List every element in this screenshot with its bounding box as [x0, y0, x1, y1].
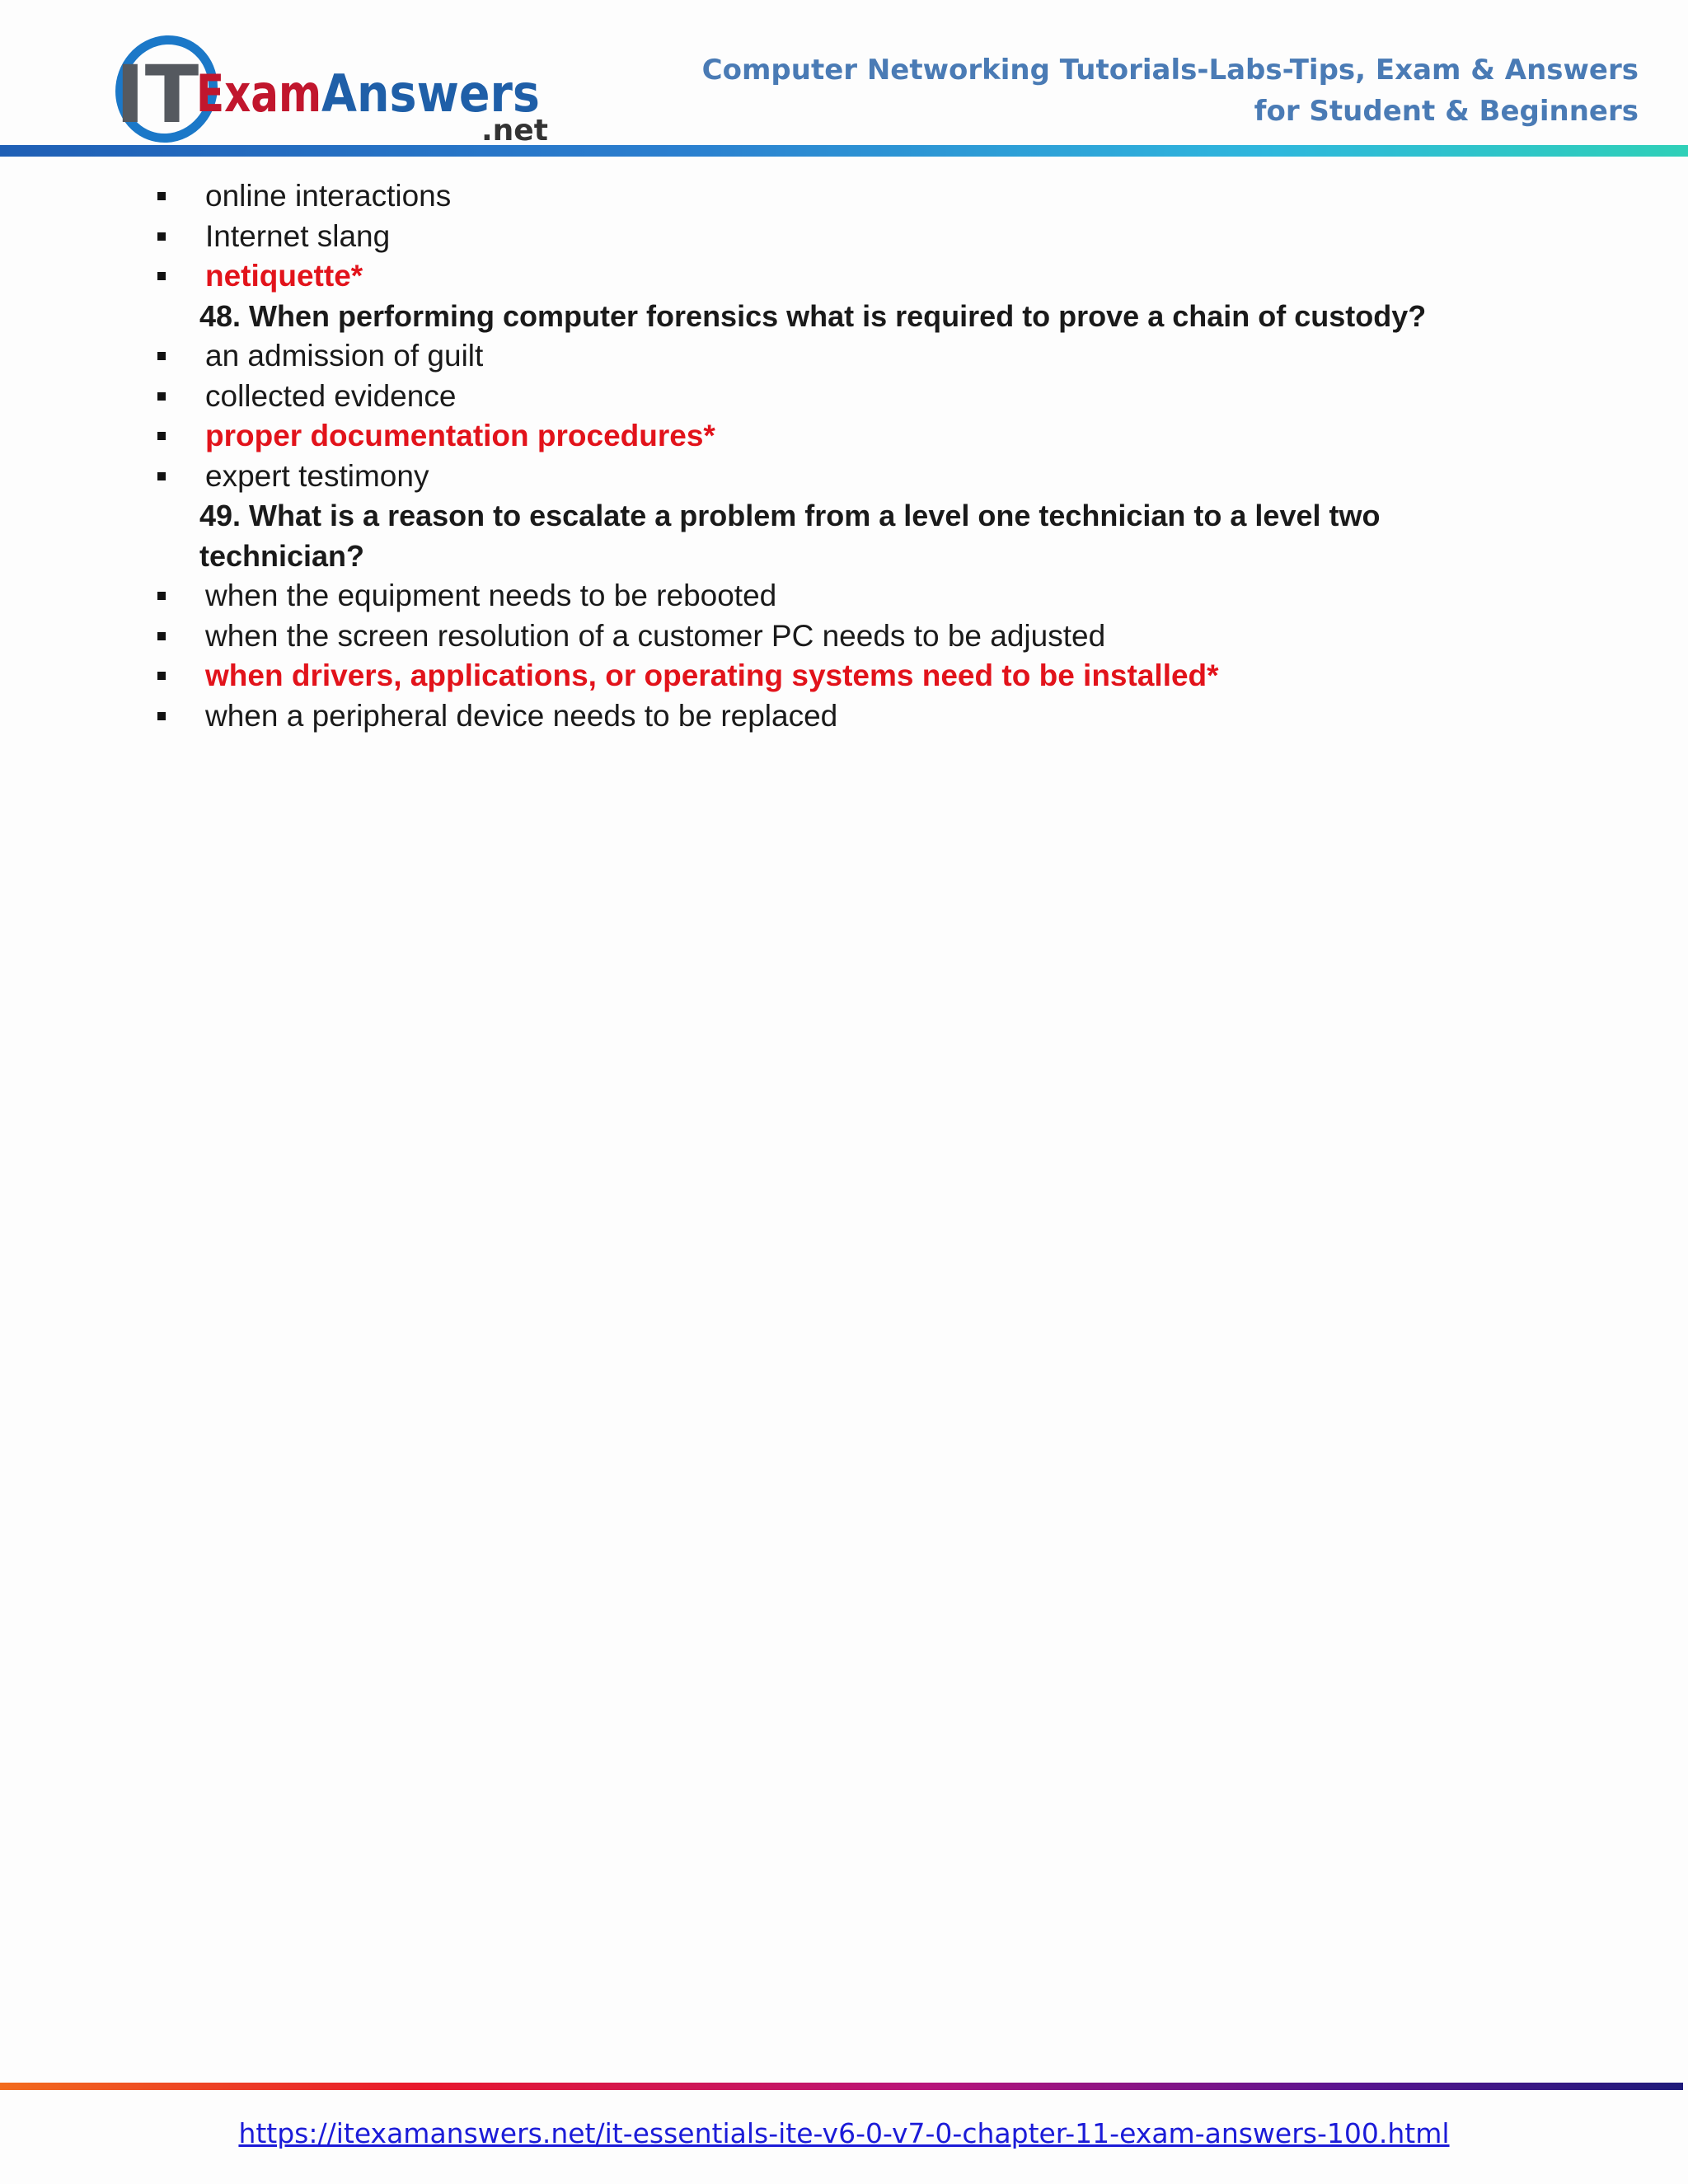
bullet-icon: [157, 272, 166, 280]
bullet-icon: [157, 672, 166, 680]
bullet-icon: [157, 192, 166, 200]
logo-domain-text: .net: [481, 114, 548, 144]
list-item: [0, 377, 1688, 417]
option-text: when the equipment needs to be rebooted: [205, 579, 777, 612]
question-49: 49. What is a reason to escalate a problem from a level one technician to a level two technician?: [199, 499, 1381, 573]
list-item: [0, 176, 1688, 217]
bullet-icon: [157, 592, 166, 600]
tagline-line-2: for Student & Beginners: [1254, 95, 1639, 128]
list-item: [0, 336, 1688, 377]
source-url-link[interactable]: https://itexamanswers.net/it-essentials-ite-v6-0-v7-0-chapter-11-exam-answers-100.html: [238, 2117, 1450, 2149]
bullet-icon: [157, 432, 166, 440]
list-item: [0, 616, 1688, 657]
option-text: online interactions: [205, 179, 452, 213]
site-logo[interactable]: [106, 33, 551, 144]
header-divider: [0, 145, 1688, 157]
list-item-correct: [0, 256, 1688, 297]
bullet-icon: [157, 392, 166, 401]
list-item-correct: [0, 656, 1688, 696]
list-item-correct: [0, 416, 1688, 457]
correct-answer-text: netiquette*: [205, 259, 363, 293]
footer-divider: [0, 2083, 1683, 2090]
list-item: [0, 576, 1688, 616]
option-text: when the screen resolution of a customer PC needs to be adjusted: [205, 618, 1106, 653]
bullet-icon: [157, 352, 166, 360]
correct-answer-text: when drivers, applications, or operating systems need to be installed*: [205, 658, 1219, 692]
svg-text:Answers: Answers: [321, 63, 540, 124]
correct-answer-text: proper documentation procedures*: [205, 419, 715, 452]
logo-it-text: IT: [115, 49, 199, 141]
option-text: Internet slang: [205, 218, 391, 253]
list-item: [0, 217, 1688, 257]
list-item: [0, 696, 1688, 737]
option-text: collected evidence: [205, 378, 457, 413]
list-item: [0, 457, 1688, 497]
option-text: when a peripheral device needs to be replaced: [205, 698, 838, 733]
option-text: expert testimony: [205, 458, 429, 493]
question-48: 48. When performing computer forensics what is required to prove a chain of custody?: [199, 298, 1427, 333]
svg-text:Exam: Exam: [196, 63, 321, 124]
bullet-icon: [157, 472, 166, 480]
document-body: [0, 176, 1688, 736]
option-text: an admission of guilt: [205, 339, 484, 373]
bullet-icon: [157, 632, 166, 640]
logo-graphic: [106, 33, 551, 144]
bullet-icon: [157, 232, 166, 241]
bullet-icon: [157, 712, 166, 720]
page-header: [0, 0, 1688, 161]
site-tagline: [649, 49, 1639, 132]
tagline-line-1: Computer Networking Tutorials-Labs-Tips, Exam & Answers: [701, 54, 1639, 87]
